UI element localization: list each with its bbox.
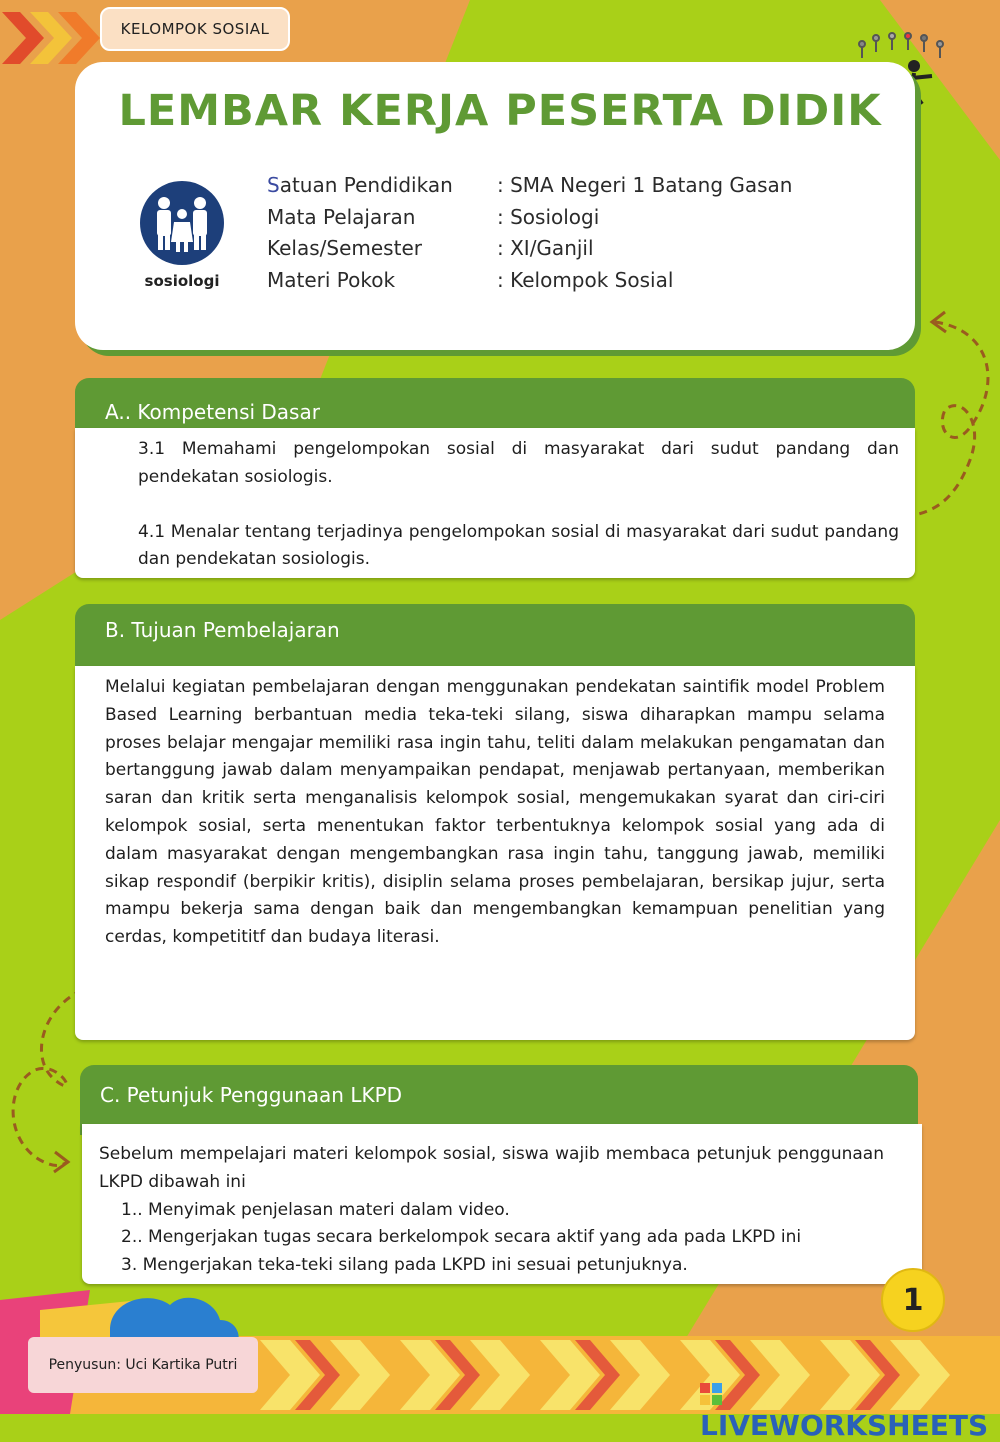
page-title: LEMBAR KERJA PESERTA DIDIK	[118, 86, 882, 136]
info-row	[267, 233, 792, 265]
label-initial: S	[267, 173, 280, 197]
list-item: 1.. Menyimak penjelasan materi dalam video.	[121, 1199, 510, 1220]
info-label: Satuan Pendidikan	[267, 173, 453, 197]
info-value: : Sosiologi	[497, 204, 600, 229]
liveworksheets-logo[interactable]	[700, 1376, 1000, 1442]
section-b-body: Melalui kegiatan pembelajaran dengan menggunakan pendekatan saintifik model Problem Based Learning berbantuan media teka-teki silang, siswa diharapkan mampu selama proses belajar mengajar memiliki rasa ingin tahu, teliti dalam melakukan pengamatan dan bertanggung jawab dalam menyampaikan pendapat, menjawab pertanyaan, memberikan saran dan kritik serta menganalisis kelompok sosial, mengemukakan syarat dan ciri-ciri kelompok sosial, serta menentukan faktor terbentuknya kelompok sosial yang ada di dalam masyarakat dengan mengembangkan rasa ingin tahu, tanggung jawab, memiliki sikap respondif (berpikir kritis), disiplin selama proses pembelajaran, bersikap jujur, serta mampu bekerja sama dengan baik dan mengembangkan kemampuan penelitian yang cerdas, kompetititf dan budaya literasi.	[75, 666, 915, 1040]
competency-item: 3.1 Memahami pengelompokan sosial di masyarakat dari sudut pandang dan pendekatan sosiologis.	[138, 439, 899, 487]
sociology-logo-icon	[137, 178, 227, 268]
page-number-badge: 1	[881, 1268, 945, 1332]
info-label: Kelas/Semester	[267, 236, 422, 260]
list-item: 2.. Mengerjakan tugas secara berkelompok secara aktif yang ada pada LKPD ini	[121, 1227, 802, 1248]
info-label: Mata Pelajaran	[267, 204, 416, 229]
liveworksheets-icon	[700, 1383, 722, 1405]
logo-caption: sosiologi	[144, 272, 220, 290]
section-a-body	[75, 428, 915, 578]
section-a-heading: A.. Kompetensi Dasar	[75, 378, 915, 448]
topic-tag: KELOMPOK SOSIAL	[100, 7, 290, 51]
section-c-body	[82, 1124, 922, 1284]
watermark-text: LIVEWORKSHEETS	[700, 1409, 989, 1442]
info-value: : Kelompok Sosial	[497, 267, 674, 292]
instructions-list	[99, 1197, 884, 1280]
info-row	[267, 170, 792, 202]
identity-table	[267, 170, 792, 296]
info-value: : XI/Ganjil	[497, 236, 594, 260]
section-c-heading: C. Petunjuk Penggunaan LKPD	[80, 1065, 918, 1135]
author-label: Penyusun: Uci Kartika Putri	[28, 1337, 258, 1393]
info-row	[267, 265, 792, 297]
competency-item: 4.1 Menalar tentang terjadinya pengelompokan sosial di masyarakat dari sudut pandang dan pendekatan sosiologis.	[138, 521, 899, 570]
info-value: : SMA Negeri 1 Batang Gasan	[497, 173, 793, 197]
info-row	[267, 202, 792, 234]
instructions-intro: Sebelum mempelajari materi kelompok sosial, siswa wajib membaca petunjuk penggunaan LKPD dibawah ini	[99, 1144, 884, 1192]
info-label: Materi Pokok	[267, 267, 396, 292]
section-b-heading: B. Tujuan Pembelajaran	[75, 604, 915, 674]
list-item: 3. Mengerjakan teka-teki silang pada LKPD ini sesuai petunjuknya.	[121, 1255, 688, 1276]
